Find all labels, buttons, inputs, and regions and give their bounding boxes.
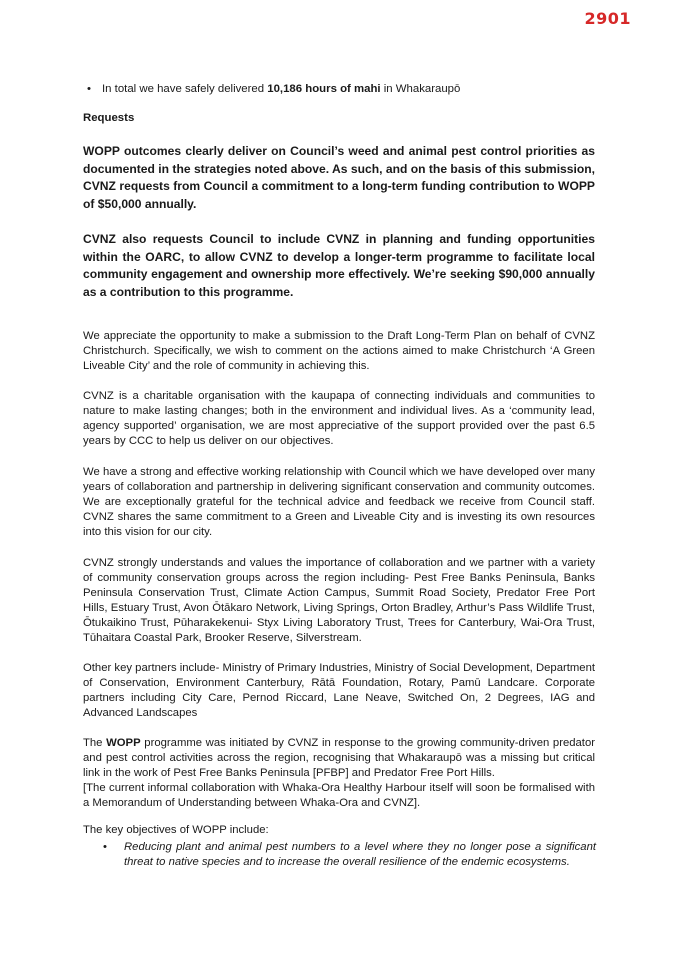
wopp-suffix: programme was initiated by CVNZ in response to the growing community-driven predator and pest control activities across the region, recognising that Whakaraupō was a missing but critical link in the work of Pest Free Banks Peninsula [PFBP] and Predator Free Port Hills. xyxy=(83,737,595,780)
bullet-icon: • xyxy=(87,83,91,95)
wopp-prefix: The xyxy=(83,737,107,749)
wopp-highlight: WOPP xyxy=(106,737,141,749)
paragraph-conservation-partners: CVNZ strongly understands and values the importance of collaboration and we partner with a variety of community conservation groups across the region including- Pest Free Banks Peninsula, Banks Peninsula Conservation Trust, Climate Action Campus, Summit Road Society, Predator Free Port Hills, Estuary Trust, Avon Ōtākaro Network, Living Springs, Orton Bradley, Arthur’s Pass Wildlife Trust, Ōtukaikino Trust, Pūharakekenui- Styx Living Laboratory Trust, Trees for Canterbury, Wai-Ora Trust, Tūhaitara Coastal Park, Brooker Reserve, Silverstream. xyxy=(83,557,595,645)
objectives-label: The key objectives of WOPP include: xyxy=(83,824,269,836)
delivered-hours-bullet xyxy=(87,81,592,97)
paragraph-cvnz-about: CVNZ is a charitable organisation with the kaupapa of connecting individuals and communities to nature to make lasting changes; both in the environment and individual lives. As a ‘community lead, agency supported’ organisation, we are most appreciative of the support provided over the past 6.5 years by CCC to help us deliver on our objectives. xyxy=(83,390,595,448)
wopp-note: [The current informal collaboration with Whaka-Ora Healthy Harbour itself will soon be formalised with a Memorandum of Understanding between Whaka-Ora and CVNZ]. xyxy=(83,782,595,810)
request-funding-wopp: WOPP outcomes clearly deliver on Council’s weed and animal pest control priorities as documented in the strategies noted above. As such, and on the basis of this submission, CVNZ requests from Council a commitment to a long-term funding contribution to WOPP of $50,000 annually. xyxy=(83,144,595,211)
objective-text: Reducing plant and animal pest numbers to a level where they no longer pose a significant threat to native species and to increase the overall resilience of the endemic ecosystems. xyxy=(124,841,596,869)
paragraph-council-relationship: We have a strong and effective working relationship with Council which we have developed over many years of collaboration and partnership in delivering significant conservation and community outcomes. We are exceptionally grateful for the technical advice and feedback we receive from Council staff. CVNZ shares the same commitment to a Green and Liveable City and is investing its own resources into this vision for our city. xyxy=(83,466,595,539)
paragraph-wopp-origin xyxy=(83,736,595,811)
bullet-icon: • xyxy=(103,841,107,853)
request-oarc-programme: CVNZ also requests Council to include CVNZ in planning and funding opportunities within the OARC, to allow CVNZ to develop a longer-term programme to facilitate local community engagement and ownership more effectively. We’re seeking $90,000 annually as a contribution to this programme. xyxy=(83,232,595,299)
bullet-prefix: In total we have safely delivered xyxy=(102,83,268,95)
paragraph-key-partners: Other key partners include- Ministry of Primary Industries, Ministry of Social Development, Department of Conservation, Environment Canterbury, Rātā Foundation, Rotary, Pamū Landcare. Corporate partners including City Care, Pernod Riccard, Lane Neave, Switched On, 2 Degrees, IAG and Advanced Landscapes xyxy=(83,662,595,720)
page-number: 2901 xyxy=(584,9,631,28)
bullet-suffix: in Whakaraupō xyxy=(380,83,461,95)
bullet-highlight: 10,186 hours of mahi xyxy=(267,83,381,95)
objective-item xyxy=(103,840,596,870)
paragraph-submission-intro: We appreciate the opportunity to make a submission to the Draft Long-Term Plan on behalf of CVNZ Christchurch. Specifically, we wish to comment on the actions aimed to make Christchurch ‘A Green Liveable City’ and the role of community in achieving this. xyxy=(83,330,595,373)
requests-heading: Requests xyxy=(83,112,135,124)
